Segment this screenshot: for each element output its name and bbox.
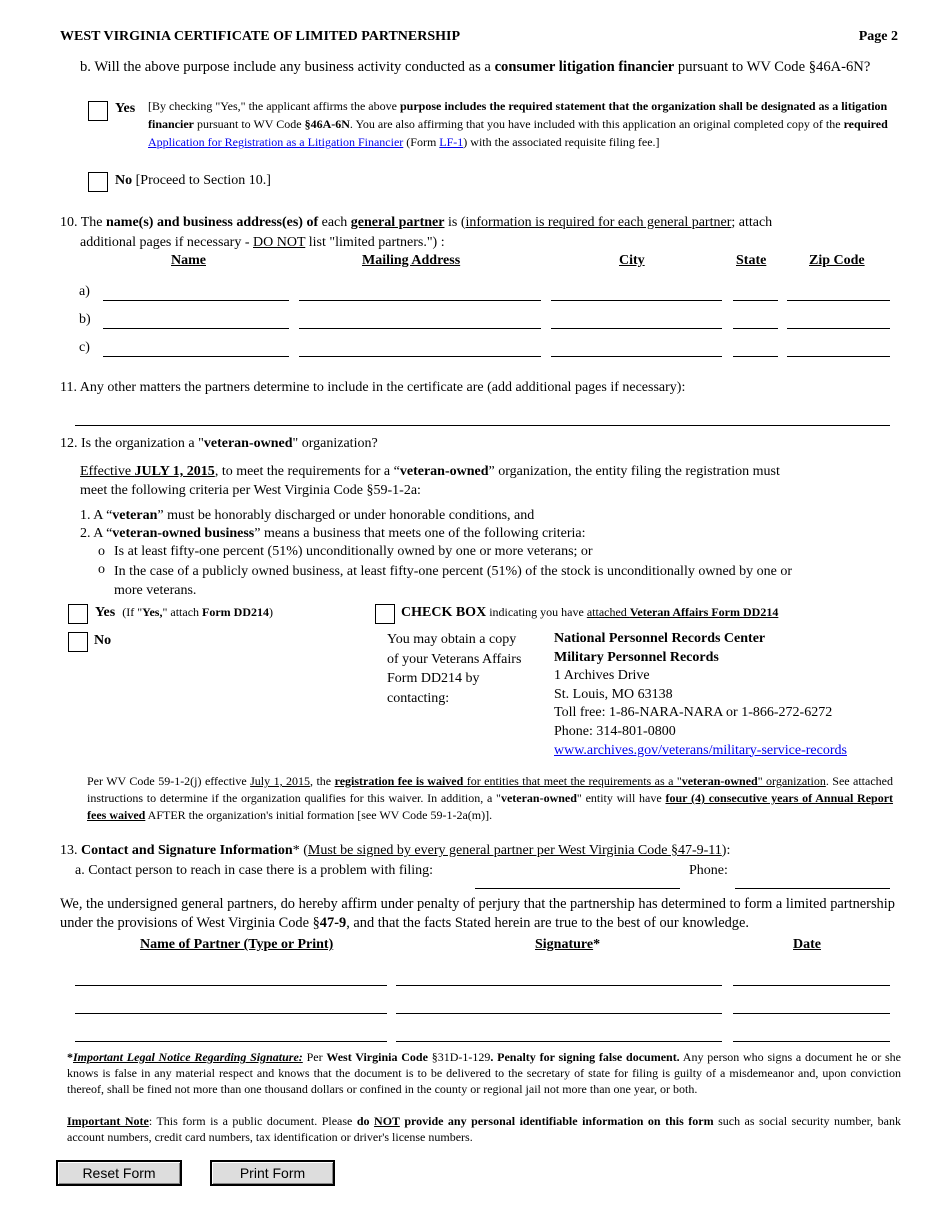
partner-b-city-input[interactable]	[551, 314, 722, 329]
partner-b-name-input[interactable]	[103, 314, 289, 329]
lf1-form-link[interactable]: LF-1	[439, 135, 464, 149]
col-header-state: State	[736, 253, 767, 268]
obtain-dd214-text: You may obtain a copy of your Veterans Affairs Form DD214 by contacting:	[387, 632, 522, 706]
signature-input-2[interactable]	[396, 999, 722, 1014]
other-matters-question: 11. Any other matters the partners determine to include in the certificate are (add additional pages if necessary):	[60, 380, 686, 395]
signature-input-3[interactable]	[396, 1027, 722, 1042]
veteran-yes-checkbox[interactable]	[68, 604, 88, 624]
partner-c-address-input[interactable]	[299, 342, 541, 357]
veteran-owned-question: 12. Is the organization a "veteran-owned" organization?	[60, 436, 378, 451]
date-input-2[interactable]	[733, 999, 890, 1014]
partner-b-state-input[interactable]	[733, 314, 778, 329]
contact-signature-heading: 13. Contact and Signature Information* (Must be signed by every general partner per West Virginia Code §47-9-11):	[60, 843, 731, 858]
signature-input-1[interactable]	[396, 971, 722, 986]
nprc-division: Military Personnel Records	[554, 649, 719, 665]
partner-name-input-3[interactable]	[75, 1027, 387, 1042]
nprc-contact-block	[554, 630, 847, 760]
partner-name-input-1[interactable]	[75, 971, 387, 986]
contact-person-input[interactable]	[475, 874, 680, 889]
contact-person-label: a. Contact person to reach in case there is a problem with filing:	[75, 863, 434, 878]
col-header-date: Date	[793, 937, 821, 952]
partner-a-name-input[interactable]	[103, 286, 289, 301]
page-number: Page 2	[858, 29, 898, 44]
legal-notice-signature: *Important Legal Notice Regarding Signature: Per West Virginia Code §31D-1-129. Penalty for signing false document. Any person who signs a document he or she knows is false in any material respect and knows that the document is to be delivered to the secretary of state for filing is guilty of a misdemeanor and, upon conviction thereof, shall be fined not more than one thousand dollars or confined in the county or regional jail not more than one year, or both.	[67, 1050, 901, 1096]
nprc-address-1: 1 Archives Drive	[554, 668, 650, 684]
other-matters-input[interactable]	[75, 411, 890, 426]
partner-a-state-input[interactable]	[733, 286, 778, 301]
dd214-attached-checkbox[interactable]	[375, 604, 395, 624]
row-label-c: c)	[79, 340, 90, 355]
partner-a-zip-input[interactable]	[787, 286, 890, 301]
contact-phone-input[interactable]	[735, 874, 890, 889]
litigation-no-label: No [Proceed to Section 10.]	[115, 173, 271, 188]
partner-a-city-input[interactable]	[551, 286, 722, 301]
veteran-subcriterion-2: In the case of a publicly owned business, at least fifty-one percent (51%) of the stock is unconditionally owned by one or more veterans.	[114, 564, 793, 598]
nprc-name: National Personnel Records Center	[554, 631, 766, 646]
bullet: o	[98, 562, 105, 577]
partner-c-city-input[interactable]	[551, 342, 722, 357]
litigation-no-checkbox[interactable]	[88, 172, 108, 192]
phone-label: Phone:	[689, 863, 728, 878]
date-input-1[interactable]	[733, 971, 890, 986]
partner-c-state-input[interactable]	[733, 342, 778, 357]
veteran-criterion-1: 1. A “veteran” must be honorably discharged or under honorable conditions, and	[80, 508, 535, 523]
fee-waiver-text: Per WV Code 59-1-2(j) effective July 1, 2015, the registration fee is waived for entities that meet the requirements as a "veteran-owned" organization. See attached instructions to determine if the organization qualifies for this waiver. In addition, a "veteran-owned" entity will have four (4) consecutive years of Annual Report fees waived AFTER the organization's initial formation [see WV Code 59-1-2a(m)].	[87, 774, 894, 822]
veteran-effective-text: Effective JULY 1, 2015, to meet the requirements for a “veteran-owned” organization, the entity filing the registration must meet the following criteria per West Virginia Code §59-1-2a:	[80, 464, 780, 498]
archives-url-link[interactable]: www.archives.gov/veterans/military-service-records	[554, 742, 847, 758]
nprc-phone: Phone: 314-801-0800	[554, 723, 676, 739]
print-form-button[interactable]: Print Form	[210, 1160, 335, 1186]
col-header-signature: Signature*	[535, 937, 601, 952]
general-partner-instructions: 10. The name(s) and business address(es) of each general partner is (information is required for each general partner; attach additional pages if necessary - DO NOT list "limited partners.") :	[60, 215, 773, 250]
litigation-yes-checkbox[interactable]	[88, 101, 108, 121]
veteran-subcriterion-1: Is at least fifty-one percent (51%) unconditionally owned by one or more veterans; or	[114, 544, 593, 559]
nprc-toll-free: Toll free: 1-86-NARA-NARA or 1-866-272-6272	[554, 705, 833, 721]
col-header-zip-code: Zip Code	[809, 253, 865, 268]
partner-a-address-input[interactable]	[299, 286, 541, 301]
lf1-application-link[interactable]: Application for Registration as a Litigation Financier	[148, 135, 404, 149]
partner-c-name-input[interactable]	[103, 342, 289, 357]
veteran-yes-label: Yes (If "Yes," attach Form DD214)	[95, 605, 273, 620]
bullet: o	[98, 544, 105, 559]
row-label-a: a)	[79, 284, 90, 299]
veteran-no-label: No	[94, 633, 112, 648]
affirmation-statement: We, the undersigned general partners, do hereby affirm under penalty of perjury that the partnership has determined to form a limited partnership under the provisions of West Virginia Code §47-9, and that the facts Stated herein are true to the best of our knowledge.	[60, 896, 895, 931]
form-title: WEST VIRGINIA CERTIFICATE OF LIMITED PARTNERSHIP	[60, 29, 461, 44]
public-document-notice: Important Note: This form is a public document. Please do NOT provide any personal identifiable information on this form such as social security number, bank account numbers, credit card numbers, tax identification or driver's license numbers.	[67, 1114, 902, 1144]
reset-form-button[interactable]: Reset Form	[56, 1160, 182, 1186]
date-input-3[interactable]	[733, 1027, 890, 1042]
col-header-name: Name	[171, 253, 206, 268]
dd214-attached-label: CHECK BOX indicating you have attached Veteran Affairs Form DD214	[401, 605, 779, 620]
row-label-b: b)	[79, 312, 91, 327]
litigation-yes-label: Yes	[115, 101, 136, 116]
veteran-criterion-2: 2. A “veteran-owned business” means a business that meets one of the following criteria:	[80, 526, 586, 541]
litigation-financier-question: b. Will the above purpose include any business activity conducted as a consumer litigation financier pursuant to WV Code §46A-6N?	[80, 59, 871, 75]
veteran-no-checkbox[interactable]	[68, 632, 88, 652]
col-header-partner-name: Name of Partner (Type or Print)	[140, 937, 334, 952]
partner-b-address-input[interactable]	[299, 314, 541, 329]
col-header-mailing-address: Mailing Address	[362, 253, 461, 268]
partner-name-input-2[interactable]	[75, 999, 387, 1014]
nprc-address-2: St. Louis, MO 63138	[554, 686, 673, 702]
col-header-city: City	[619, 253, 645, 268]
partner-b-zip-input[interactable]	[787, 314, 890, 329]
litigation-yes-statement: [By checking "Yes," the applicant affirms the above purpose includes the required statement that the organization shall be designated as a litigation financier pursuant to WV Code §46A-6N. You are also affirming that you have included with this application an original completed copy of the required Application for Registration as a Litigation Financier (Form LF-1) with the associated requisite filing fee.]	[148, 99, 888, 149]
partner-c-zip-input[interactable]	[787, 342, 890, 357]
